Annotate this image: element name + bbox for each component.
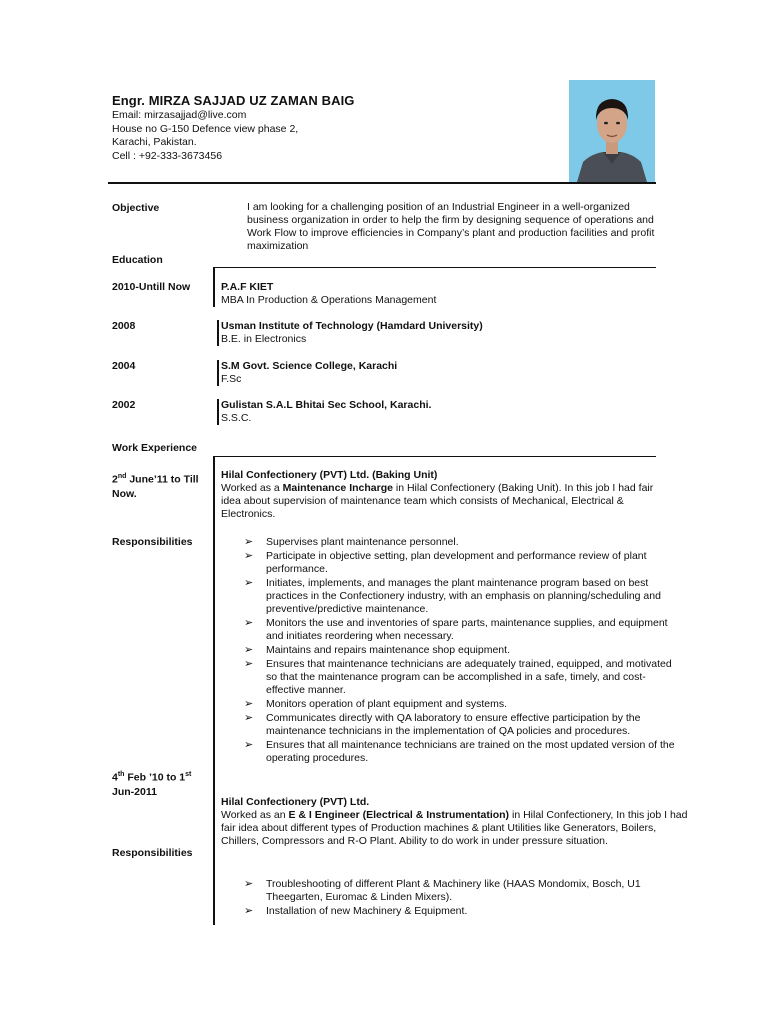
edu-institution-3: S.M Govt. Science College, Karachi — [221, 360, 398, 372]
edu-degree-1: MBA In Production & Operations Management — [221, 294, 437, 306]
job2-details — [221, 796, 697, 848]
email-line: Email: mirzasajjad@live.com — [112, 109, 247, 121]
responsibility-item: ➢ Monitors the use and inventories of spare parts, maintenance supplies, and equipment and initiates reordering when necessary. — [244, 617, 668, 642]
job2-company: Hilal Confectionery (PVT) Ltd. — [221, 796, 370, 808]
address-line-2: Karachi, Pakistan. — [112, 136, 197, 148]
edu-year-3: 2004 — [112, 360, 136, 372]
edu-degree-4: S.S.C. — [221, 412, 252, 424]
job1-responsibilities-list — [244, 536, 676, 766]
responsibility-item: ➢ Monitors operation of plant equipment and systems. — [244, 698, 508, 710]
profile-photo-illustration — [569, 80, 655, 182]
bullet-arrow-icon: ➢ — [244, 905, 254, 917]
bullet-arrow-icon: ➢ — [244, 550, 254, 562]
responsibility-item: ➢ Communicates directly with QA laboratory to ensure effective participation by the maintenance technicians in the implementation of QA policies and procedures. — [244, 712, 641, 737]
responsibility-item: ➢ Supervises plant maintenance personnel. — [244, 536, 459, 548]
work-vline — [213, 457, 215, 925]
edu-entry-4 — [221, 399, 431, 425]
edu-entry-2 — [221, 320, 483, 346]
education-label: Education — [112, 254, 163, 266]
edu-year-1: 2010-Untill Now — [112, 281, 191, 293]
education-divider — [213, 267, 656, 268]
bullet-arrow-icon: ➢ — [244, 577, 254, 589]
work-divider — [213, 456, 656, 457]
job2-date: 4th Feb ’10 to 1st Jun-2011 — [112, 771, 192, 798]
responsibility-item: ➢ Ensures that maintenance technicians are adequately trained, equipped, and motivated so that the maintenance program can be accomplished in a safe, timely, and cost-effective manner. — [244, 658, 672, 696]
edu-degree-3: F.Sc — [221, 373, 242, 385]
bullet-arrow-icon: ➢ — [244, 658, 254, 670]
responsibility-item: ➢ Initiates, implements, and manages the plant maintenance program based on best practices in the Confectionery industry, with an emphasis on planning/scheduling and preventive/predictive maintenance. — [244, 577, 661, 615]
edu-vline-1 — [213, 268, 215, 307]
responsibility-item: ➢ Participate in objective setting, plan development and performance review of plant performance. — [244, 550, 647, 575]
edu-vline-2 — [217, 320, 219, 346]
job1-description: Worked as a Maintenance Incharge in Hilal Confectionery (Baking Unit). In this job I had fair idea about supervision of maintenance team which consists of Mechanical, Electrical & Electronics. — [221, 482, 654, 520]
objective-text: I am looking for a challenging position of an Industrial Engineer in a well-organized business organization in order to help the firm by designing sequence of operations and Work Flow to improve efficiencies in Company’s plant and production facilities and profit maximization — [247, 201, 655, 252]
bullet-arrow-icon: ➢ — [244, 878, 254, 890]
edu-degree-2: B.E. in Electronics — [221, 333, 307, 345]
edu-institution-4: Gulistan S.A.L Bhitai Sec School, Karachi. — [221, 399, 432, 411]
job2-responsibilities-label: Responsibilities — [112, 847, 193, 859]
edu-year-2: 2008 — [112, 320, 136, 332]
cell-line: Cell : +92-333-3673456 — [112, 149, 223, 162]
responsibility-item: ➢ Ensures that all maintenance technicians are trained on the most updated version of the operating procedures. — [244, 739, 675, 764]
job1-details — [221, 469, 661, 521]
responsibility-item: ➢ Installation of new Machinery & Equipment. — [244, 905, 468, 917]
contact-block — [112, 109, 298, 163]
profile-photo — [569, 80, 655, 182]
bullet-arrow-icon: ➢ — [244, 698, 254, 710]
work-experience-label: Work Experience — [112, 442, 198, 454]
bullet-arrow-icon: ➢ — [244, 644, 254, 656]
bullet-arrow-icon: ➢ — [244, 617, 254, 629]
responsibility-item: ➢ Troubleshooting of different Plant & Machinery like (HAAS Mondomix, Bosch, U1 Theegarten, Euromac & Linden Mixers). — [244, 878, 641, 903]
job1-responsibilities-label: Responsibilities — [112, 536, 193, 548]
bullet-arrow-icon: ➢ — [244, 739, 254, 751]
job2-responsibilities-list — [244, 878, 676, 919]
job1-date: 2nd June’11 to Till Now. — [112, 473, 199, 500]
bullet-arrow-icon: ➢ — [244, 536, 254, 548]
objective-label: Objective — [112, 202, 160, 214]
edu-vline-3 — [217, 360, 219, 386]
edu-year-4: 2002 — [112, 399, 136, 411]
job1-company: Hilal Confectionery (PVT) Ltd. (Baking Unit) — [221, 469, 438, 481]
edu-entry-1 — [221, 281, 436, 307]
responsibility-item: ➢ Maintains and repairs maintenance shop equipment. — [244, 644, 510, 656]
edu-institution-1: P.A.F KIET — [221, 281, 274, 293]
edu-entry-3 — [221, 360, 397, 386]
edu-institution-2: Usman Institute of Technology (Hamdard University) — [221, 320, 483, 332]
header-divider — [108, 182, 656, 184]
candidate-name: Engr. MIRZA SAJJAD UZ ZAMAN BAIG — [112, 93, 355, 108]
bullet-arrow-icon: ➢ — [244, 712, 254, 724]
edu-vline-4 — [217, 399, 219, 425]
job2-description: Worked as an E & I Engineer (Electrical & Instrumentation) in Hilal Confectionery, In this job I had fair idea about different types of Production machines & plant Utilities like Generators, Boilers, Chillers, Compressors and R-O Plant. Ability to do work in under pressure situation. — [221, 809, 688, 847]
address-line-1: House no G-150 Defence view phase 2, — [112, 122, 299, 135]
